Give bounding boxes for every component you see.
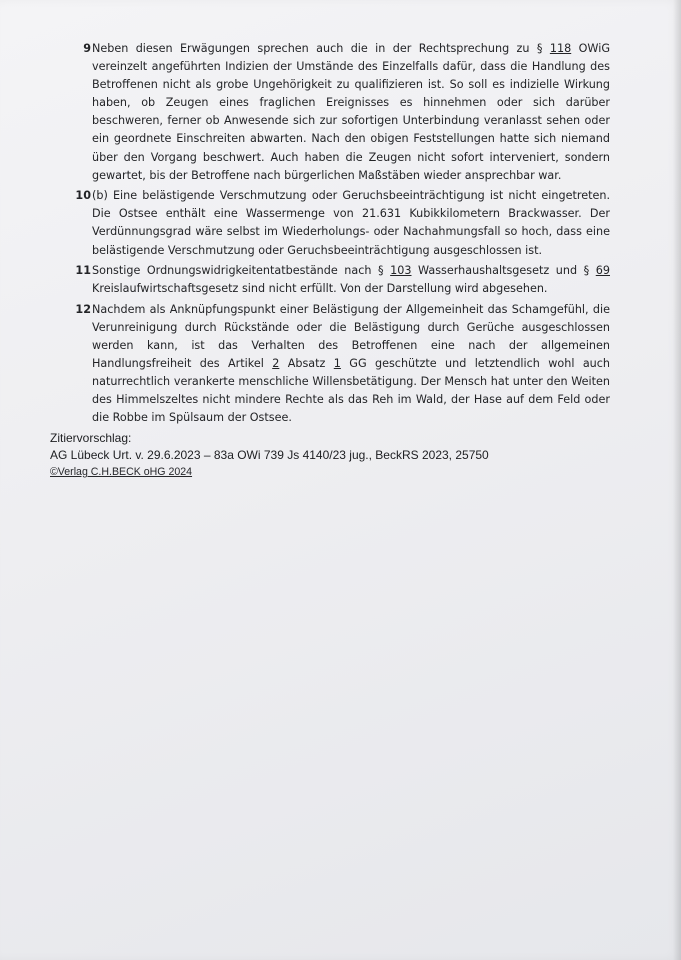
paragraph-text — [91, 301, 610, 428]
text-run: Kreislaufwirtschaftsgesetz sind nicht erfüllt. Von der Darstellung wird abgesehen. — [92, 282, 548, 296]
text-run: Absatz — [279, 357, 334, 371]
text-run: Wasserhaushaltsgesetz und § — [411, 264, 596, 278]
paragraph-number: 11 — [75, 264, 91, 278]
paragraph-10 — [50, 187, 610, 259]
document-body — [50, 40, 610, 480]
paragraph-9 — [50, 40, 610, 185]
paragraph-number: 10 — [75, 189, 91, 203]
text-run: GG geschützte und letztendlich wohl auch naturrechtlich verankerte menschliche Willensbetätigung. Der Mensch hat unter den Weiten des Himmelszeltes nicht mindere Rechte als das Reh im Wald, der Hase auf dem Feld oder die Robbe im Spülsaum der Ostsee. — [92, 357, 611, 425]
page-shadow-edge — [673, 0, 681, 960]
text-run: OWiG vereinzelt angeführten Indizien der Umstände des Einzelfalls dafür, dass die Handlung des Betroffenen nicht als grobe Ungehörigkeit zu qualifizieren ist. So soll es indizielle Wirkung haben, ob Zeugen eines fraglichen Ereignisses es hinnehmen oder sich darüber beschweren, ferner ob Anwesende sich zur sofortigen Unterbindung veranlasst sehen oder ein geordnete Einschreiten abwarten. Nach den obigen Feststellungen hatte sich niemand über den Vorgang beschwert. Auch haben die Zeugen nicht sofort interveniert, sondern gewartet, bis der Betroffene nach bürgerlichen Maßstäben wieder ansprechbar war. — [92, 42, 610, 182]
norm-link-article-2[interactable]: 2 — [272, 357, 280, 371]
norm-link-absatz-1[interactable]: 1 — [333, 357, 341, 371]
text-run: (b) Eine belästigende Verschmutzung oder Geruchsbeeinträchtigung ist nicht eingetreten. Die Ostsee enthält eine Wassermenge von 21.631 Kubikkilometern Brackwasser. Der Verdünnungsgrad wäre selbst im Wiederholungs- oder Nachahmungsfall so hoch, dass eine belästigende Verschmutzung oder Geruchsbeeinträchtigung ausgeschlossen ist. — [92, 189, 610, 257]
paragraph-number: 12 — [75, 302, 91, 316]
paragraph-number: 9 — [83, 42, 91, 55]
paragraph-text — [91, 262, 610, 298]
citation-label: Zitiervorschlag: — [50, 430, 132, 445]
norm-link-69[interactable]: 69 — [595, 264, 610, 278]
citation-text: AG Lübeck Urt. v. 29.6.2023 – 83a OWi 739 Js 4140/23 jug., BeckRS 2023, 25750 — [50, 447, 489, 462]
text-run: Nachdem als Anknüpfungspunkt einer Belästigung der Allgemeinheit das Schamgefühl, die Verunreinigung durch Rückstände oder die Belästigung durch Gerüche ausgeschlossen werden kann, ist das Verhalten des Betroffenen eine nach der allgemeinen Handlungsfreiheit des Artikel — [92, 302, 610, 371]
paragraph-text — [91, 40, 610, 185]
paragraph-12 — [50, 301, 610, 428]
norm-link-118[interactable]: 118 — [549, 42, 572, 55]
text-run: Sonstige Ordnungswidrigkeitentatbestände nach § — [92, 264, 391, 278]
copyright-notice[interactable]: ©Verlag C.H.BECK oHG 2024 — [50, 465, 193, 478]
paragraph-11 — [50, 262, 610, 298]
text-run: Neben diesen Erwägungen sprechen auch die in der Rechtsprechung zu § — [92, 42, 550, 55]
paragraph-text — [91, 187, 610, 259]
norm-link-103[interactable]: 103 — [390, 264, 412, 278]
